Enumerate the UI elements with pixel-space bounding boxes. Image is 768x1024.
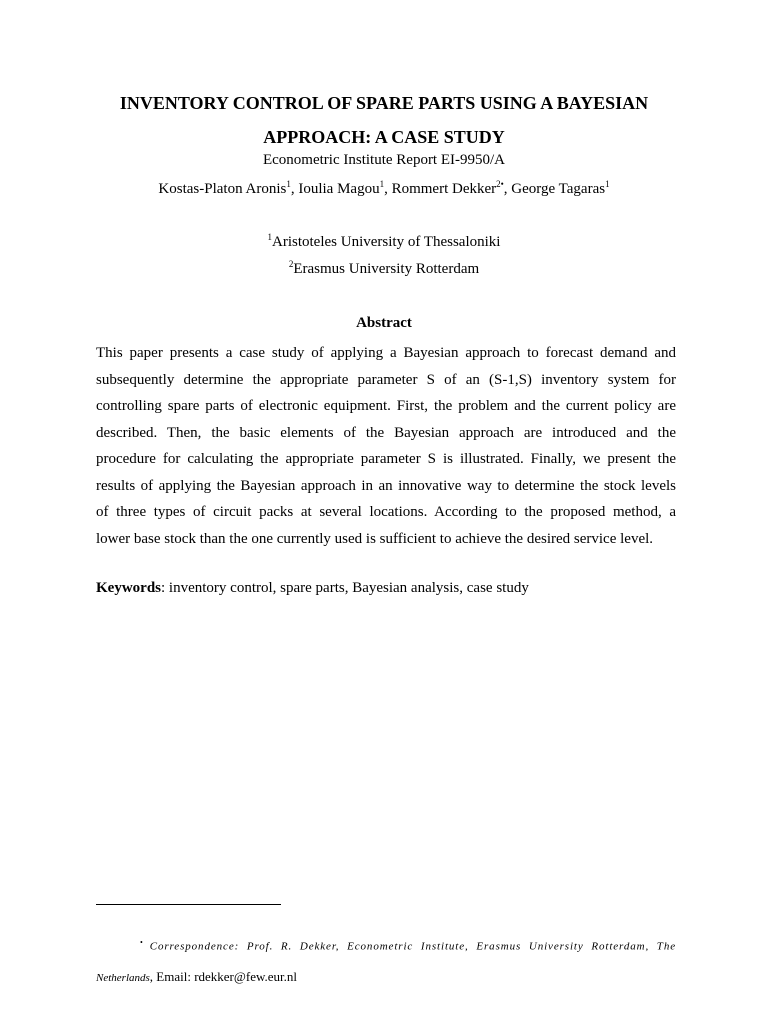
keywords: [96, 580, 676, 597]
author-name: Rommert Dekker: [391, 181, 497, 197]
abstract-line: controlling spare parts of electronic equipment. First, the problem and the current policy are: [96, 398, 676, 414]
author-name: Ioulia Magou: [298, 181, 380, 197]
abstract-line: lower base stock than the one currently used is sufficient to achieve the desired service level.: [96, 530, 654, 547]
footnote-correspondence: Correspondence: Prof. R. Dekker, Econometric Institute, Erasmus University Rotterdam, The: [149, 940, 676, 953]
author-name: George Tagaras: [511, 181, 606, 197]
footnote-email: , Email: rdekker@few.eur.nl: [149, 968, 297, 984]
author-affil-mark: 1: [605, 179, 610, 189]
footnote-marker: •: [140, 938, 144, 947]
footnote: [96, 928, 676, 993]
keywords-label: Keywords: [96, 580, 161, 596]
abstract-line: subsequently determine the appropriate parameter S of an (S-1,S) inventory system for: [96, 371, 676, 388]
affiliation-name: Erasmus University Rotterdam: [293, 261, 480, 277]
abstract-line: This paper presents a case study of applying a Bayesian approach to forecast demand and: [96, 345, 676, 361]
affiliation-2: [0, 261, 768, 278]
footnote-line-2: [96, 962, 676, 993]
affiliation-name: Aristoteles University of Thessaloniki: [272, 234, 501, 250]
abstract-heading: Abstract: [356, 315, 412, 331]
author-name: Kostas-Platon Aronis: [158, 181, 287, 197]
author-affil-mark: 2•: [496, 179, 504, 189]
footnote-line-1: [96, 928, 676, 962]
title-line-2: APPROACH: A CASE STUDY: [263, 127, 505, 147]
abstract-body: [96, 340, 676, 552]
report-number: Econometric Institute Report EI-9950/A: [262, 152, 506, 168]
author-list: Kostas-Platon Aronis$^1$, Ioulia Magou$^1$, Rommert Dekker$^{2•}$, George Tagaras$^1$: [158, 179, 610, 197]
affiliation-1: [0, 234, 768, 251]
author-affil-mark: 1: [286, 179, 291, 189]
footnote-country: Netherlands: [96, 971, 150, 984]
paper-title: [60, 86, 708, 154]
author-affil-mark: 1: [379, 179, 385, 189]
abstract-line: procedure for calculating the appropriate parameter S is illustrated. Finally, we present the: [96, 451, 676, 467]
abstract-line: described. Then, the basic elements of the Bayesian approach are introduced and the: [96, 424, 676, 441]
affiliation-mark: 2: [288, 259, 294, 269]
abstract-line: of three types of circuit packs at several locations. According to the proposed method, a: [96, 504, 676, 520]
affiliation-mark: 1: [267, 232, 273, 242]
abstract-line: results of applying the Bayesian approach in an innovative way to determine the stock levels: [96, 477, 676, 494]
footnote-rule: [96, 904, 281, 905]
title-line-1: INVENTORY CONTROL OF SPARE PARTS USING A BAYESIAN: [119, 93, 649, 113]
keywords-text: : inventory control, spare parts, Bayesian analysis, case study: [161, 580, 529, 596]
